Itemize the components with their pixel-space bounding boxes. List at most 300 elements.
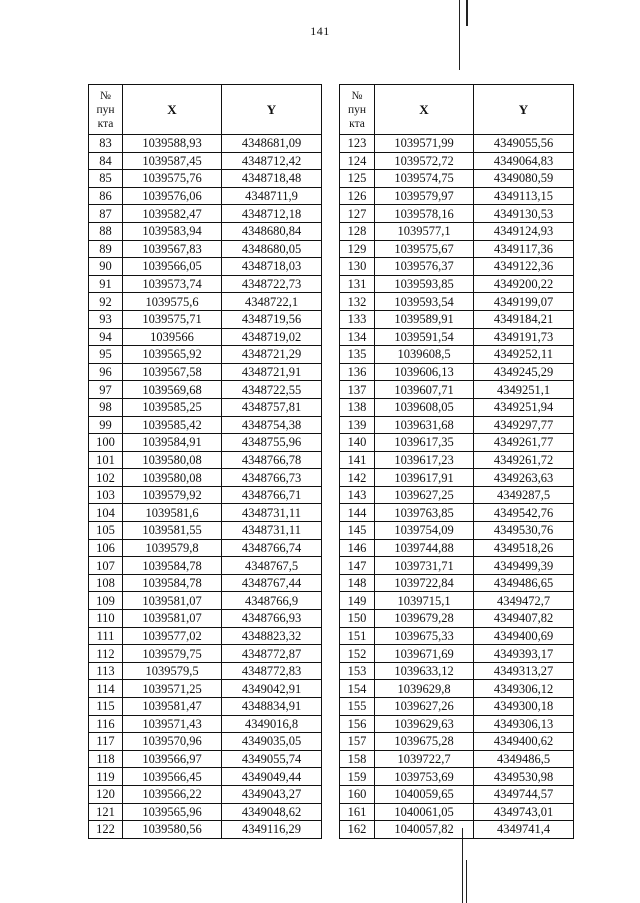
y-coordinate-cell: 4348834,91 [222, 698, 322, 716]
table-row [340, 469, 574, 487]
y-coordinate-cell: 4349080,59 [474, 170, 574, 188]
table-row [89, 346, 322, 364]
x-coordinate-cell: 1039633,12 [375, 662, 474, 680]
point-number-cell: 135 [340, 346, 375, 364]
y-coordinate-cell: 4349400,69 [474, 627, 574, 645]
y-coordinate-cell: 4348731,11 [222, 522, 322, 540]
x-coordinate-cell: 1040059,65 [375, 785, 474, 803]
point-number-cell: 101 [89, 451, 123, 469]
x-coordinate-cell: 1039631,68 [375, 416, 474, 434]
x-header: X [123, 85, 222, 135]
table-row [340, 662, 574, 680]
table-row [340, 592, 574, 610]
point-number-cell: 136 [340, 363, 375, 381]
table-row [340, 187, 574, 205]
table-row [89, 486, 322, 504]
y-coordinate-cell: 4348766,71 [222, 486, 322, 504]
x-coordinate-cell: 1039593,54 [375, 293, 474, 311]
table-row [340, 170, 574, 188]
point-number-cell: 155 [340, 698, 375, 716]
x-coordinate-cell: 1039627,25 [375, 486, 474, 504]
scan-artifact-line [466, 860, 467, 903]
table-row [89, 662, 322, 680]
y-coordinate-cell: 4349252,11 [474, 346, 574, 364]
point-number-cell: 129 [340, 240, 375, 258]
table-row [340, 768, 574, 786]
y-coordinate-cell: 4348718,03 [222, 258, 322, 276]
point-number-cell: 90 [89, 258, 123, 276]
point-number-cell: 111 [89, 627, 123, 645]
x-coordinate-cell: 1040061,05 [375, 803, 474, 821]
table-row [340, 293, 574, 311]
point-number-cell: 124 [340, 152, 375, 170]
point-number-cell: 117 [89, 733, 123, 751]
x-coordinate-cell: 1039617,91 [375, 469, 474, 487]
x-coordinate-cell: 1039580,08 [123, 451, 222, 469]
point-number-cell: 87 [89, 205, 123, 223]
y-coordinate-cell: 4349251,1 [474, 381, 574, 399]
x-coordinate-cell: 1039731,71 [375, 557, 474, 575]
table-row [89, 574, 322, 592]
x-coordinate-cell: 1039582,47 [123, 205, 222, 223]
point-number-cell: 161 [340, 803, 375, 821]
x-coordinate-cell: 1039580,08 [123, 469, 222, 487]
x-coordinate-cell: 1039575,76 [123, 170, 222, 188]
table-row [89, 821, 322, 839]
y-coordinate-cell: 4348754,38 [222, 416, 322, 434]
y-coordinate-cell: 4349042,91 [222, 680, 322, 698]
table-row [89, 258, 322, 276]
table-row [89, 240, 322, 258]
point-number-cell: 120 [89, 785, 123, 803]
table-row [89, 398, 322, 416]
y-coordinate-cell: 4348681,09 [222, 135, 322, 153]
y-coordinate-cell: 4348772,87 [222, 645, 322, 663]
table-row [89, 275, 322, 293]
point-number-cell: 97 [89, 381, 123, 399]
y-coordinate-cell: 4348718,48 [222, 170, 322, 188]
table-row [340, 522, 574, 540]
table-row [340, 733, 574, 751]
x-coordinate-cell: 1039580,56 [123, 821, 222, 839]
y-coordinate-cell: 4348680,05 [222, 240, 322, 258]
table-row [89, 785, 322, 803]
x-coordinate-cell: 1039577,1 [375, 222, 474, 240]
y-coordinate-cell: 4349530,98 [474, 768, 574, 786]
table-row [340, 451, 574, 469]
table-row [340, 821, 574, 839]
point-number-cell: 92 [89, 293, 123, 311]
y-coordinate-cell: 4349407,82 [474, 610, 574, 628]
x-coordinate-cell: 1039570,96 [123, 733, 222, 751]
point-number-cell: 128 [340, 222, 375, 240]
y-coordinate-cell: 4349472,7 [474, 592, 574, 610]
point-number-cell: 89 [89, 240, 123, 258]
point-number-cell: 94 [89, 328, 123, 346]
y-coordinate-cell: 4349116,29 [222, 821, 322, 839]
table-row [89, 715, 322, 733]
x-coordinate-cell: 1039567,58 [123, 363, 222, 381]
x-coordinate-cell: 1039573,74 [123, 275, 222, 293]
x-coordinate-cell: 1039584,91 [123, 434, 222, 452]
point-number-cell: 143 [340, 486, 375, 504]
table-row [340, 698, 574, 716]
x-coordinate-cell: 1039617,23 [375, 451, 474, 469]
x-coordinate-cell: 1039574,75 [375, 170, 474, 188]
table-row [89, 803, 322, 821]
y-coordinate-cell: 4349300,18 [474, 698, 574, 716]
x-coordinate-cell: 1039578,16 [375, 205, 474, 223]
x-coordinate-cell: 1039575,71 [123, 310, 222, 328]
point-number-cell: 91 [89, 275, 123, 293]
table-row [340, 610, 574, 628]
point-number-cell: 123 [340, 135, 375, 153]
point-number-cell: 109 [89, 592, 123, 610]
table-row [340, 240, 574, 258]
x-coordinate-cell: 1039576,06 [123, 187, 222, 205]
y-coordinate-cell: 4348767,44 [222, 574, 322, 592]
table-row [89, 363, 322, 381]
point-number-cell: 107 [89, 557, 123, 575]
x-coordinate-cell: 1039675,33 [375, 627, 474, 645]
point-number-cell: 151 [340, 627, 375, 645]
point-number-cell: 85 [89, 170, 123, 188]
x-coordinate-cell: 1039629,8 [375, 680, 474, 698]
x-coordinate-cell: 1039579,8 [123, 539, 222, 557]
point-number-cell: 156 [340, 715, 375, 733]
table-row [340, 574, 574, 592]
y-coordinate-cell: 4348722,73 [222, 275, 322, 293]
x-coordinate-cell: 1039579,97 [375, 187, 474, 205]
y-coordinate-cell: 4348757,81 [222, 398, 322, 416]
x-coordinate-cell: 1039567,83 [123, 240, 222, 258]
point-number-cell: 130 [340, 258, 375, 276]
x-coordinate-cell: 1039579,75 [123, 645, 222, 663]
y-coordinate-cell: 4348823,32 [222, 627, 322, 645]
y-coordinate-cell: 4349048,62 [222, 803, 322, 821]
y-coordinate-cell: 4349049,44 [222, 768, 322, 786]
table-row [340, 416, 574, 434]
y-coordinate-cell: 4349297,77 [474, 416, 574, 434]
y-coordinate-cell: 4349741,4 [474, 821, 574, 839]
x-coordinate-cell: 1039581,07 [123, 610, 222, 628]
y-coordinate-cell: 4349124,93 [474, 222, 574, 240]
y-coordinate-cell: 4349518,26 [474, 539, 574, 557]
table-row [89, 750, 322, 768]
y-coordinate-cell: 4349064,83 [474, 152, 574, 170]
x-coordinate-cell: 1039763,85 [375, 504, 474, 522]
x-coordinate-cell: 1039566,97 [123, 750, 222, 768]
y-coordinate-cell: 4349287,5 [474, 486, 574, 504]
point-number-cell: 141 [340, 451, 375, 469]
y-coordinate-cell: 4349306,13 [474, 715, 574, 733]
table-row [340, 539, 574, 557]
point-number-cell: 122 [89, 821, 123, 839]
x-coordinate-cell: 1039629,63 [375, 715, 474, 733]
point-number-cell: 88 [89, 222, 123, 240]
point-number-cell: 108 [89, 574, 123, 592]
y-coordinate-cell: 4348719,56 [222, 310, 322, 328]
x-coordinate-cell: 1039579,5 [123, 662, 222, 680]
table-row [340, 135, 574, 153]
point-number-cell: 139 [340, 416, 375, 434]
y-coordinate-cell: 4349113,15 [474, 187, 574, 205]
x-coordinate-cell: 1039589,91 [375, 310, 474, 328]
point-number-header: № пун кта [340, 85, 375, 135]
point-number-header: № пун кта [89, 85, 123, 135]
y-coordinate-cell: 4348680,84 [222, 222, 322, 240]
point-number-cell: 134 [340, 328, 375, 346]
table-row [340, 222, 574, 240]
point-number-cell: 152 [340, 645, 375, 663]
point-number-cell: 125 [340, 170, 375, 188]
y-coordinate-cell: 4348721,91 [222, 363, 322, 381]
x-coordinate-cell: 1039569,68 [123, 381, 222, 399]
x-coordinate-cell: 1039588,93 [123, 135, 222, 153]
y-header: Y [222, 85, 322, 135]
x-coordinate-cell: 1039566 [123, 328, 222, 346]
x-coordinate-cell: 1039566,45 [123, 768, 222, 786]
x-coordinate-cell: 1039675,28 [375, 733, 474, 751]
table-row [89, 469, 322, 487]
page-number: 141 [310, 24, 330, 38]
point-number-cell: 132 [340, 293, 375, 311]
point-number-cell: 158 [340, 750, 375, 768]
point-number-cell: 118 [89, 750, 123, 768]
table-row [340, 310, 574, 328]
point-number-cell: 102 [89, 469, 123, 487]
point-number-cell: 131 [340, 275, 375, 293]
y-coordinate-cell: 4348711,9 [222, 187, 322, 205]
point-number-cell: 93 [89, 310, 123, 328]
point-number-cell: 133 [340, 310, 375, 328]
y-coordinate-cell: 4349055,56 [474, 135, 574, 153]
x-coordinate-cell: 1039571,25 [123, 680, 222, 698]
y-coordinate-cell: 4349245,29 [474, 363, 574, 381]
table-row [340, 803, 574, 821]
y-coordinate-cell: 4348767,5 [222, 557, 322, 575]
y-coordinate-cell: 4349035,05 [222, 733, 322, 751]
x-coordinate-cell: 1039581,55 [123, 522, 222, 540]
table-row [89, 187, 322, 205]
point-number-cell: 119 [89, 768, 123, 786]
x-coordinate-cell: 1039715,1 [375, 592, 474, 610]
table-row [89, 592, 322, 610]
table-row [89, 504, 322, 522]
point-number-cell: 105 [89, 522, 123, 540]
point-number-cell: 137 [340, 381, 375, 399]
point-number-cell: 99 [89, 416, 123, 434]
point-number-cell: 127 [340, 205, 375, 223]
y-coordinate-cell: 4348766,74 [222, 539, 322, 557]
y-coordinate-cell: 4349313,27 [474, 662, 574, 680]
x-coordinate-cell: 1039581,07 [123, 592, 222, 610]
y-coordinate-cell: 4348766,93 [222, 610, 322, 628]
point-number-cell: 106 [89, 539, 123, 557]
x-coordinate-cell: 1039627,26 [375, 698, 474, 716]
y-coordinate-cell: 4348712,42 [222, 152, 322, 170]
table-row [340, 785, 574, 803]
point-number-cell: 115 [89, 698, 123, 716]
y-coordinate-cell: 4348731,11 [222, 504, 322, 522]
point-number-cell: 104 [89, 504, 123, 522]
y-coordinate-cell: 4349130,53 [474, 205, 574, 223]
x-coordinate-cell: 1039591,54 [375, 328, 474, 346]
x-coordinate-cell: 1039754,09 [375, 522, 474, 540]
y-coordinate-cell: 4348755,96 [222, 434, 322, 452]
point-number-cell: 140 [340, 434, 375, 452]
point-number-cell: 110 [89, 610, 123, 628]
y-coordinate-cell: 4349191,73 [474, 328, 574, 346]
table-row [89, 557, 322, 575]
x-coordinate-cell: 1040057,82 [375, 821, 474, 839]
table-row [340, 645, 574, 663]
table-row [340, 486, 574, 504]
point-number-cell: 113 [89, 662, 123, 680]
y-coordinate-cell: 4348766,78 [222, 451, 322, 469]
y-coordinate-cell: 4349184,21 [474, 310, 574, 328]
y-coordinate-cell: 4348722,55 [222, 381, 322, 399]
y-coordinate-cell: 4349499,39 [474, 557, 574, 575]
point-number-cell: 142 [340, 469, 375, 487]
point-number-cell: 146 [340, 539, 375, 557]
table-row [340, 205, 574, 223]
x-coordinate-cell: 1039585,25 [123, 398, 222, 416]
table-row [89, 416, 322, 434]
x-coordinate-cell: 1039744,88 [375, 539, 474, 557]
point-number-cell: 157 [340, 733, 375, 751]
y-coordinate-cell: 4348722,1 [222, 293, 322, 311]
table-row [340, 275, 574, 293]
table-row [340, 398, 574, 416]
point-number-cell: 98 [89, 398, 123, 416]
x-coordinate-cell: 1039566,22 [123, 785, 222, 803]
y-coordinate-cell: 4349306,12 [474, 680, 574, 698]
x-coordinate-cell: 1039575,67 [375, 240, 474, 258]
table-header-row [89, 85, 322, 135]
y-coordinate-cell: 4349043,27 [222, 785, 322, 803]
y-coordinate-cell: 4348719,02 [222, 328, 322, 346]
table-row [89, 293, 322, 311]
point-number-cell: 144 [340, 504, 375, 522]
y-coordinate-cell: 4348766,9 [222, 592, 322, 610]
x-coordinate-cell: 1039679,28 [375, 610, 474, 628]
y-header: Y [474, 85, 574, 135]
scan-artifact-line [462, 828, 463, 903]
x-coordinate-cell: 1039587,45 [123, 152, 222, 170]
table-row [89, 627, 322, 645]
table-row [89, 328, 322, 346]
table-row [340, 434, 574, 452]
y-coordinate-cell: 4349261,77 [474, 434, 574, 452]
x-coordinate-cell: 1039608,5 [375, 346, 474, 364]
table-row [89, 539, 322, 557]
x-coordinate-cell: 1039565,96 [123, 803, 222, 821]
table-row [340, 152, 574, 170]
point-number-cell: 116 [89, 715, 123, 733]
coordinates-table-left [88, 84, 322, 839]
y-coordinate-cell: 4349530,76 [474, 522, 574, 540]
y-coordinate-cell: 4348772,83 [222, 662, 322, 680]
table-row [340, 715, 574, 733]
table-row [340, 557, 574, 575]
table-row [89, 205, 322, 223]
y-coordinate-cell: 4349486,5 [474, 750, 574, 768]
point-number-cell: 95 [89, 346, 123, 364]
table-row [89, 135, 322, 153]
y-coordinate-cell: 4349542,76 [474, 504, 574, 522]
y-coordinate-cell: 4349744,57 [474, 785, 574, 803]
x-coordinate-cell: 1039606,13 [375, 363, 474, 381]
table-row [89, 222, 322, 240]
point-number-cell: 84 [89, 152, 123, 170]
x-coordinate-cell: 1039722,84 [375, 574, 474, 592]
x-coordinate-cell: 1039579,92 [123, 486, 222, 504]
point-number-cell: 162 [340, 821, 375, 839]
x-coordinate-cell: 1039584,78 [123, 574, 222, 592]
table-row [89, 733, 322, 751]
x-coordinate-cell: 1039577,02 [123, 627, 222, 645]
table-row [89, 381, 322, 399]
y-coordinate-cell: 4349122,36 [474, 258, 574, 276]
table-row [340, 328, 574, 346]
table-row [89, 434, 322, 452]
y-coordinate-cell: 4349400,62 [474, 733, 574, 751]
y-coordinate-cell: 4349117,36 [474, 240, 574, 258]
point-number-cell: 160 [340, 785, 375, 803]
scan-artifact-line [466, 0, 468, 26]
point-number-cell: 114 [89, 680, 123, 698]
y-coordinate-cell: 4348766,73 [222, 469, 322, 487]
x-coordinate-cell: 1039722,7 [375, 750, 474, 768]
y-coordinate-cell: 4349016,8 [222, 715, 322, 733]
y-coordinate-cell: 4349743,01 [474, 803, 574, 821]
point-number-cell: 126 [340, 187, 375, 205]
x-coordinate-cell: 1039584,78 [123, 557, 222, 575]
point-number-cell: 112 [89, 645, 123, 663]
x-coordinate-cell: 1039753,69 [375, 768, 474, 786]
point-number-cell: 100 [89, 434, 123, 452]
point-number-cell: 83 [89, 135, 123, 153]
table-row [89, 768, 322, 786]
point-number-cell: 159 [340, 768, 375, 786]
x-coordinate-cell: 1039572,72 [375, 152, 474, 170]
y-coordinate-cell: 4349199,07 [474, 293, 574, 311]
point-number-cell: 138 [340, 398, 375, 416]
x-coordinate-cell: 1039607,71 [375, 381, 474, 399]
table-row [89, 680, 322, 698]
table-row [340, 363, 574, 381]
point-number-cell: 150 [340, 610, 375, 628]
table-row [89, 152, 322, 170]
point-number-cell: 96 [89, 363, 123, 381]
x-coordinate-cell: 1039593,85 [375, 275, 474, 293]
table-row [340, 504, 574, 522]
scan-artifact-line [459, 0, 460, 70]
x-coordinate-cell: 1039571,43 [123, 715, 222, 733]
point-number-cell: 149 [340, 592, 375, 610]
table-row [89, 310, 322, 328]
point-number-cell: 147 [340, 557, 375, 575]
point-number-cell: 103 [89, 486, 123, 504]
x-coordinate-cell: 1039581,6 [123, 504, 222, 522]
table-row [89, 645, 322, 663]
x-coordinate-cell: 1039576,37 [375, 258, 474, 276]
coordinates-table-right [339, 84, 574, 839]
x-header: X [375, 85, 474, 135]
table-row [89, 170, 322, 188]
y-coordinate-cell: 4349263,63 [474, 469, 574, 487]
